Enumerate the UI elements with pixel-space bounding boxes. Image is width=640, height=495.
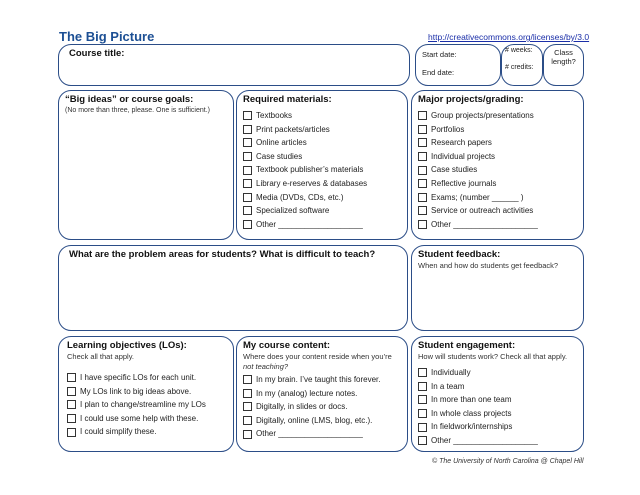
checkbox[interactable] <box>67 414 76 423</box>
objectives-heading: Learning objectives (LOs): <box>67 340 187 351</box>
checkbox[interactable] <box>418 152 427 161</box>
checkbox[interactable] <box>418 423 427 432</box>
content-note-2: not teaching? <box>243 362 289 371</box>
projects-item[interactable]: Case studies <box>418 163 577 177</box>
checkbox[interactable] <box>243 111 252 120</box>
content-item[interactable]: Other ___________________ <box>243 427 401 441</box>
projects-box <box>411 90 584 240</box>
checkbox[interactable] <box>243 389 252 398</box>
engagement-item[interactable]: Other ___________________ <box>418 434 577 448</box>
start-date-label: Start date: <box>422 50 457 59</box>
copyright-footer: © The University of North Carolina @ Chapel Hill <box>432 458 584 465</box>
course-title-box[interactable] <box>58 44 410 86</box>
checkbox[interactable] <box>418 179 427 188</box>
class-length-label-2: length? <box>551 57 576 66</box>
checkbox[interactable] <box>243 125 252 134</box>
materials-item[interactable]: Specialized software <box>243 204 401 218</box>
materials-item[interactable]: Media (DVDs, CDs, etc.) <box>243 191 401 205</box>
problem-areas-box[interactable] <box>58 245 408 331</box>
checkbox[interactable] <box>67 373 76 382</box>
objectives-item[interactable]: I plan to change/streamline my LOs <box>67 398 225 412</box>
weeks-label: # weeks: <box>505 47 533 54</box>
engagement-list <box>418 366 577 448</box>
feedback-note: When and how do students get feedback? <box>418 261 559 270</box>
checkbox[interactable] <box>243 193 252 202</box>
checkbox[interactable] <box>418 382 427 391</box>
materials-item[interactable]: Library e-reserves & databases <box>243 177 401 191</box>
materials-item[interactable]: Print packets/articles <box>243 123 401 137</box>
checkbox[interactable] <box>243 375 252 384</box>
content-item[interactable]: Digitally, in slides or docs. <box>243 400 401 414</box>
content-item[interactable]: In my brain. I’ve taught this forever. <box>243 373 401 387</box>
class-length-label-1: Class <box>554 48 573 57</box>
checkbox[interactable] <box>243 402 252 411</box>
big-ideas-heading: “Big ideas” or course goals: <box>65 94 194 105</box>
projects-item[interactable]: Reflective journals <box>418 177 577 191</box>
objectives-box <box>58 336 234 452</box>
content-note-1: Where does your content reside when you’re <box>243 352 392 361</box>
materials-item[interactable]: Online articles <box>243 136 401 150</box>
checkbox[interactable] <box>418 193 427 202</box>
projects-item[interactable]: Exams; (number ______ ) <box>418 191 577 205</box>
content-box <box>236 336 408 452</box>
projects-item[interactable]: Research papers <box>418 136 577 150</box>
checkbox[interactable] <box>67 387 76 396</box>
content-item[interactable]: Digitally, online (LMS, blog, etc.). <box>243 414 401 428</box>
projects-item[interactable]: Individual projects <box>418 150 577 164</box>
license-link[interactable]: http://creativecommons.org/licenses/by/3.0 <box>428 32 590 42</box>
checkbox[interactable] <box>243 220 252 229</box>
class-length-box[interactable] <box>543 44 584 86</box>
engagement-box <box>411 336 584 452</box>
checkbox[interactable] <box>243 166 252 175</box>
engagement-item[interactable]: Individually <box>418 366 577 380</box>
engagement-item[interactable]: In fieldwork/internships <box>418 420 577 434</box>
checkbox[interactable] <box>418 111 427 120</box>
projects-item[interactable]: Group projects/presentations <box>418 109 577 123</box>
problem-areas-heading: What are the problem areas for students? What is difficult to teach? <box>69 249 376 260</box>
checkbox[interactable] <box>418 206 427 215</box>
end-date-label: End date: <box>422 68 455 77</box>
checkbox[interactable] <box>243 179 252 188</box>
credits-label: # credits: <box>505 64 534 71</box>
materials-item[interactable]: Textbooks <box>243 109 401 123</box>
engagement-item[interactable]: In a team <box>418 380 577 394</box>
weeks-credits-box[interactable] <box>501 44 543 86</box>
materials-item[interactable]: Textbook publisher’s materials <box>243 163 401 177</box>
page-title: The Big Picture <box>59 29 155 44</box>
checkbox[interactable] <box>418 125 427 134</box>
course-title-label: Course title: <box>69 48 125 59</box>
objectives-note: Check all that apply. <box>67 352 134 361</box>
objectives-item[interactable]: I could simplify these. <box>67 425 225 439</box>
checkbox[interactable] <box>67 428 76 437</box>
engagement-item[interactable]: In more than one team <box>418 393 577 407</box>
feedback-box[interactable] <box>411 245 584 331</box>
dates-box[interactable] <box>415 44 501 86</box>
engagement-heading: Student engagement: <box>418 340 516 351</box>
projects-item[interactable]: Portfolios <box>418 123 577 137</box>
checkbox[interactable] <box>243 416 252 425</box>
materials-heading: Required materials: <box>243 94 332 105</box>
feedback-heading: Student feedback: <box>418 249 501 260</box>
projects-heading: Major projects/grading: <box>418 94 524 105</box>
checkbox[interactable] <box>418 368 427 377</box>
materials-list <box>243 109 401 231</box>
materials-item[interactable]: Case studies <box>243 150 401 164</box>
checkbox[interactable] <box>418 166 427 175</box>
big-ideas-note: (No more than three, please. One is sufficient.) <box>65 107 210 114</box>
checkbox[interactable] <box>418 220 427 229</box>
materials-box <box>236 90 408 240</box>
content-heading: My course content: <box>243 340 331 351</box>
checkbox[interactable] <box>243 152 252 161</box>
checkbox[interactable] <box>243 430 252 439</box>
checkbox[interactable] <box>67 400 76 409</box>
checkbox[interactable] <box>418 138 427 147</box>
checkbox[interactable] <box>243 206 252 215</box>
objectives-item[interactable]: I could use some help with these. <box>67 412 225 426</box>
big-ideas-box[interactable] <box>58 90 234 240</box>
projects-list <box>418 109 577 231</box>
projects-item[interactable]: Service or outreach activities <box>418 204 577 218</box>
objectives-item[interactable]: I have specific LOs for each unit. <box>67 371 225 385</box>
checkbox[interactable] <box>418 436 427 445</box>
materials-item[interactable]: Other ___________________ <box>243 218 401 232</box>
objectives-item[interactable]: My LOs link to big ideas above. <box>67 385 225 399</box>
checkbox[interactable] <box>418 395 427 404</box>
checkbox[interactable] <box>418 409 427 418</box>
engagement-item[interactable]: In whole class projects <box>418 407 577 421</box>
projects-item[interactable]: Other ___________________ <box>418 218 577 232</box>
objectives-list <box>67 371 225 439</box>
content-list <box>243 373 401 441</box>
content-item[interactable]: In my (analog) lecture notes. <box>243 387 401 401</box>
checkbox[interactable] <box>243 138 252 147</box>
engagement-note: How will students work? Check all that apply. <box>418 352 568 361</box>
